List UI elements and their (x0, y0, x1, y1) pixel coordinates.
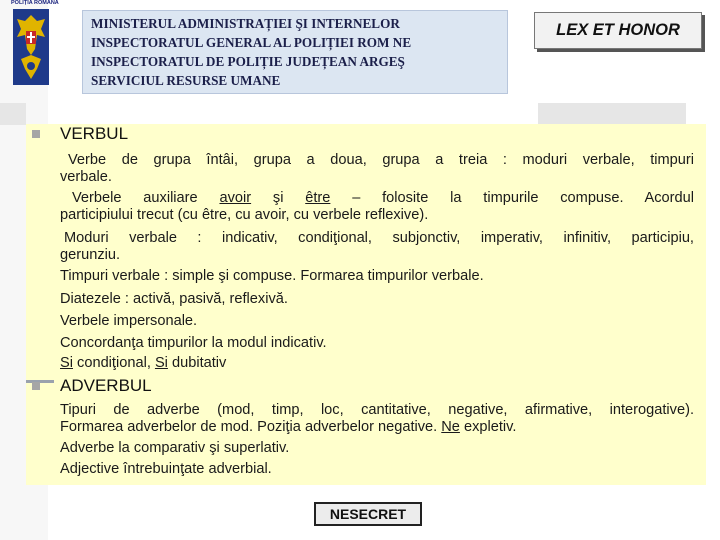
verbul-line-11: Si condiţional, Si dubitativ (60, 355, 227, 371)
section-title-adverbul: ADVERBUL (60, 376, 152, 395)
verbul-line-10: Concordanţa timpurilor la modul indicativ. (60, 335, 327, 351)
adverbul-line-3: Adverbe la comparativ şi superlativ. (60, 440, 290, 456)
motto-box: LEX ET HONOR (534, 12, 702, 49)
verbul-line-6: gerunziu. (60, 247, 121, 263)
adverbul-line-1: Tipuri de adverbe (mod, timp, loc, cantitative, negative, afirmative, interogative). (60, 402, 694, 418)
classification-stamp: NESECRET (314, 502, 422, 526)
title-strip-right (538, 103, 686, 125)
police-logo (11, 0, 59, 88)
verbul-line-9: Verbele impersonale. (60, 313, 198, 329)
logo-caption: POLIȚIA ROMÂNĂ (11, 0, 59, 6)
verbul-line-8: Diatezele : activă, pasivă, reflexivă. (60, 291, 288, 307)
verbul-line-1: Verbe de grupa întâi, grupa a doua, grupa a treia : moduri verbale, timpuri (68, 152, 694, 168)
adverbul-line-2: Formarea adverbelor de mod. Poziţia adverbelor negative. Ne expletiv. (60, 419, 517, 435)
verbul-line-7: Timpuri verbale : simple şi compuse. Formarea timpurilor verbale. (60, 268, 484, 284)
header-ministry: MINISTERUL ADMINISTRAȚIEI ŞI INTERNELOR (91, 16, 400, 31)
institution-header (82, 10, 508, 94)
section-divider (26, 380, 54, 383)
section-title-verbul: VERBUL (60, 124, 129, 143)
verbul-line-3: Verbele auxiliare avoir şi être – folosite la timpurile compuse. Acordul (72, 190, 694, 206)
header-department: SERVICIUL RESURSE UMANE (91, 73, 281, 88)
verbul-line-4: participiului trecut (cu être, cu avoir, cu verbele reflexive). (60, 207, 429, 223)
verbul-line-2: verbale. (60, 169, 112, 185)
police-crest-icon (13, 9, 49, 85)
header-general-inspectorate: INSPECTORATUL GENERAL AL POLIȚIEI ROM NE (91, 35, 412, 50)
adverbul-line-4: Adjective întrebuinţate adverbial. (60, 461, 272, 477)
verbul-line-5: Moduri verbale : indicativ, condiţional, subjonctiv, imperativ, infinitiv, participiu, (64, 230, 694, 246)
bullet-verbul (32, 130, 40, 138)
bullet-adverbul (32, 382, 40, 390)
title-strip-left (0, 103, 26, 125)
header-county-inspectorate: INSPECTORATUL DE POLIȚIE JUDEȚEAN ARGEŞ (91, 54, 405, 69)
